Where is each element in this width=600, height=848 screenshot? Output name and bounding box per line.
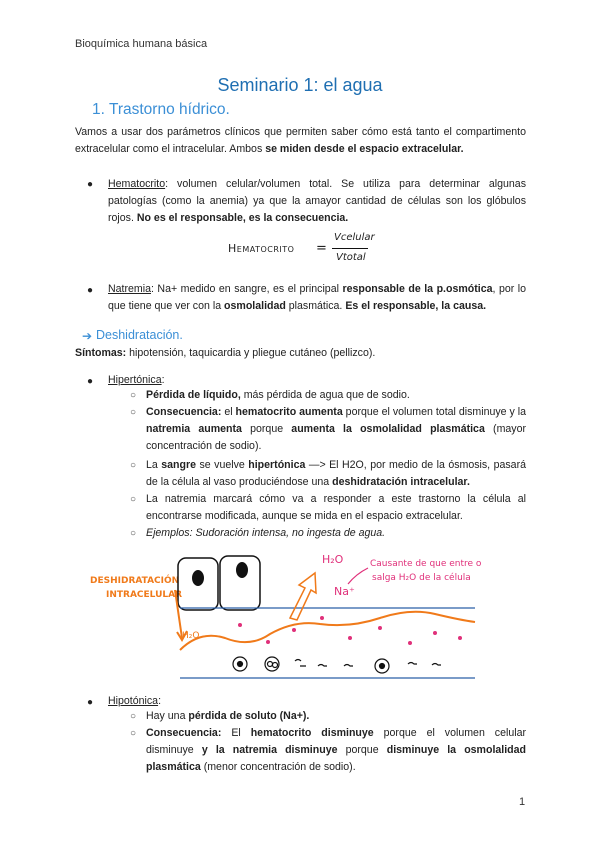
note-line-2: salga H₂O de la célula	[372, 573, 471, 583]
section-heading: 1. Trastorno hídrico.	[92, 101, 230, 118]
diagram-label-left-1: DESHIDRATACIÓN	[90, 576, 180, 586]
cell-2-nucleus	[236, 562, 248, 578]
vessel-wall	[180, 612, 475, 650]
formula-equals: =	[316, 241, 327, 256]
hipertonica-heading: Hipertónica:	[108, 374, 165, 386]
hipertonica-item-2: Consecuencia: el hematocrito aumenta porque el volumen total disminuye y la natremia aumenta porque aumenta la osmolalidad plasmática (mayor concentración de sodio).	[146, 406, 527, 452]
osmosis-diagram	[90, 548, 510, 688]
hipertonica-item-1: Pérdida de líquido, más pérdida de agua que de sodio.	[146, 389, 410, 401]
sodium-dots	[238, 616, 462, 645]
subsection-heading: Deshidratación.	[96, 328, 183, 342]
bullet-marker: ●	[87, 179, 94, 190]
sub-bullet-marker: ○	[130, 728, 137, 739]
hipotonica-item-2: Consecuencia: El hematocrito disminuye porque el volumen celular disminuye y la natremia disminuye porque disminuye la osmolalidad plasmática (menor concentración de sodio).	[146, 727, 526, 773]
sub-bullet-marker: ○	[130, 528, 137, 539]
sintomas-line: Síntomas: hipotensión, taquicardia y pliegue cutáneo (pellizco).	[75, 347, 376, 359]
sub-bullet-marker: ○	[130, 407, 137, 418]
h2o-top-label: H₂O	[322, 553, 344, 566]
sodium-label: Na⁺	[334, 585, 355, 598]
bullet-marker: ●	[87, 285, 94, 296]
hipertonica-item-4: La natremia marcará cómo va a responder a este trastorno la célula al encontrarse modificada, aunque se mida en el espacio extracelular.	[146, 493, 526, 522]
fraction-bar	[332, 248, 368, 249]
page-number: 1	[519, 796, 526, 808]
bullet-marker: ●	[87, 697, 94, 708]
sub-bullet-marker: ○	[130, 494, 137, 505]
hipertonica-item-3: La sangre se vuelve hipertónica —> El H2O, por medio de la ósmosis, pasará de la célula al vaso produciéndose una deshidratación intracelular.	[146, 459, 526, 488]
hematocrito-formula	[228, 232, 375, 274]
arrow-bullet-icon: ➔	[82, 329, 93, 343]
hematocrito-item: Hematocrito: volumen celular/volumen total. Se utiliza para determinar algunas patologías (como la anemia) ya que la amayor cantidad de células son los glóbulos rojos. No es el responsable, es la consecuencia.	[108, 178, 526, 224]
cell-1-nucleus	[192, 570, 204, 586]
intro-paragraph: Vamos a usar dos parámetros clínicos que permiten saber cómo está tanto el compartimento extracelular como el intracelular. Ambos se miden desde el espacio extracelular.	[75, 126, 526, 155]
blood-cells	[233, 657, 441, 673]
diagram-label-left-2: INTRACELULAR	[106, 590, 183, 600]
note-line-1: Causante de que entre o	[370, 559, 482, 569]
water-up-arrow-icon	[290, 573, 316, 620]
sub-bullet-marker: ○	[130, 711, 137, 722]
h2o-bottom-label: H₂O	[182, 631, 200, 641]
running-header: Bioquímica humana básica	[75, 38, 208, 50]
hipertonica-item-5: Ejemplos: Sudoración intensa, no ingesta de agua.	[146, 527, 386, 539]
page-title: Seminario 1: el agua	[217, 75, 383, 95]
hipotonica-item-1: Hay una pérdida de soluto (Na+).	[146, 710, 310, 722]
pointer-arrow-icon	[348, 568, 368, 584]
formula-denominator: Vtotal	[336, 252, 366, 263]
natremia-item: Natremia: Na+ medido en sangre, es el principal responsable de la p.osmótica, por lo que tiene que ver con la osmolalidad plasmática. Es el responsable, la causa.	[108, 283, 527, 312]
formula-numerator: Vcelular	[334, 232, 375, 243]
sub-bullet-marker: ○	[130, 390, 137, 401]
bullet-marker: ●	[87, 376, 94, 387]
hipotonica-heading: Hipotónica:	[108, 695, 162, 707]
sub-bullet-marker: ○	[130, 460, 137, 471]
formula-lhs: Hematocrito	[228, 242, 295, 255]
